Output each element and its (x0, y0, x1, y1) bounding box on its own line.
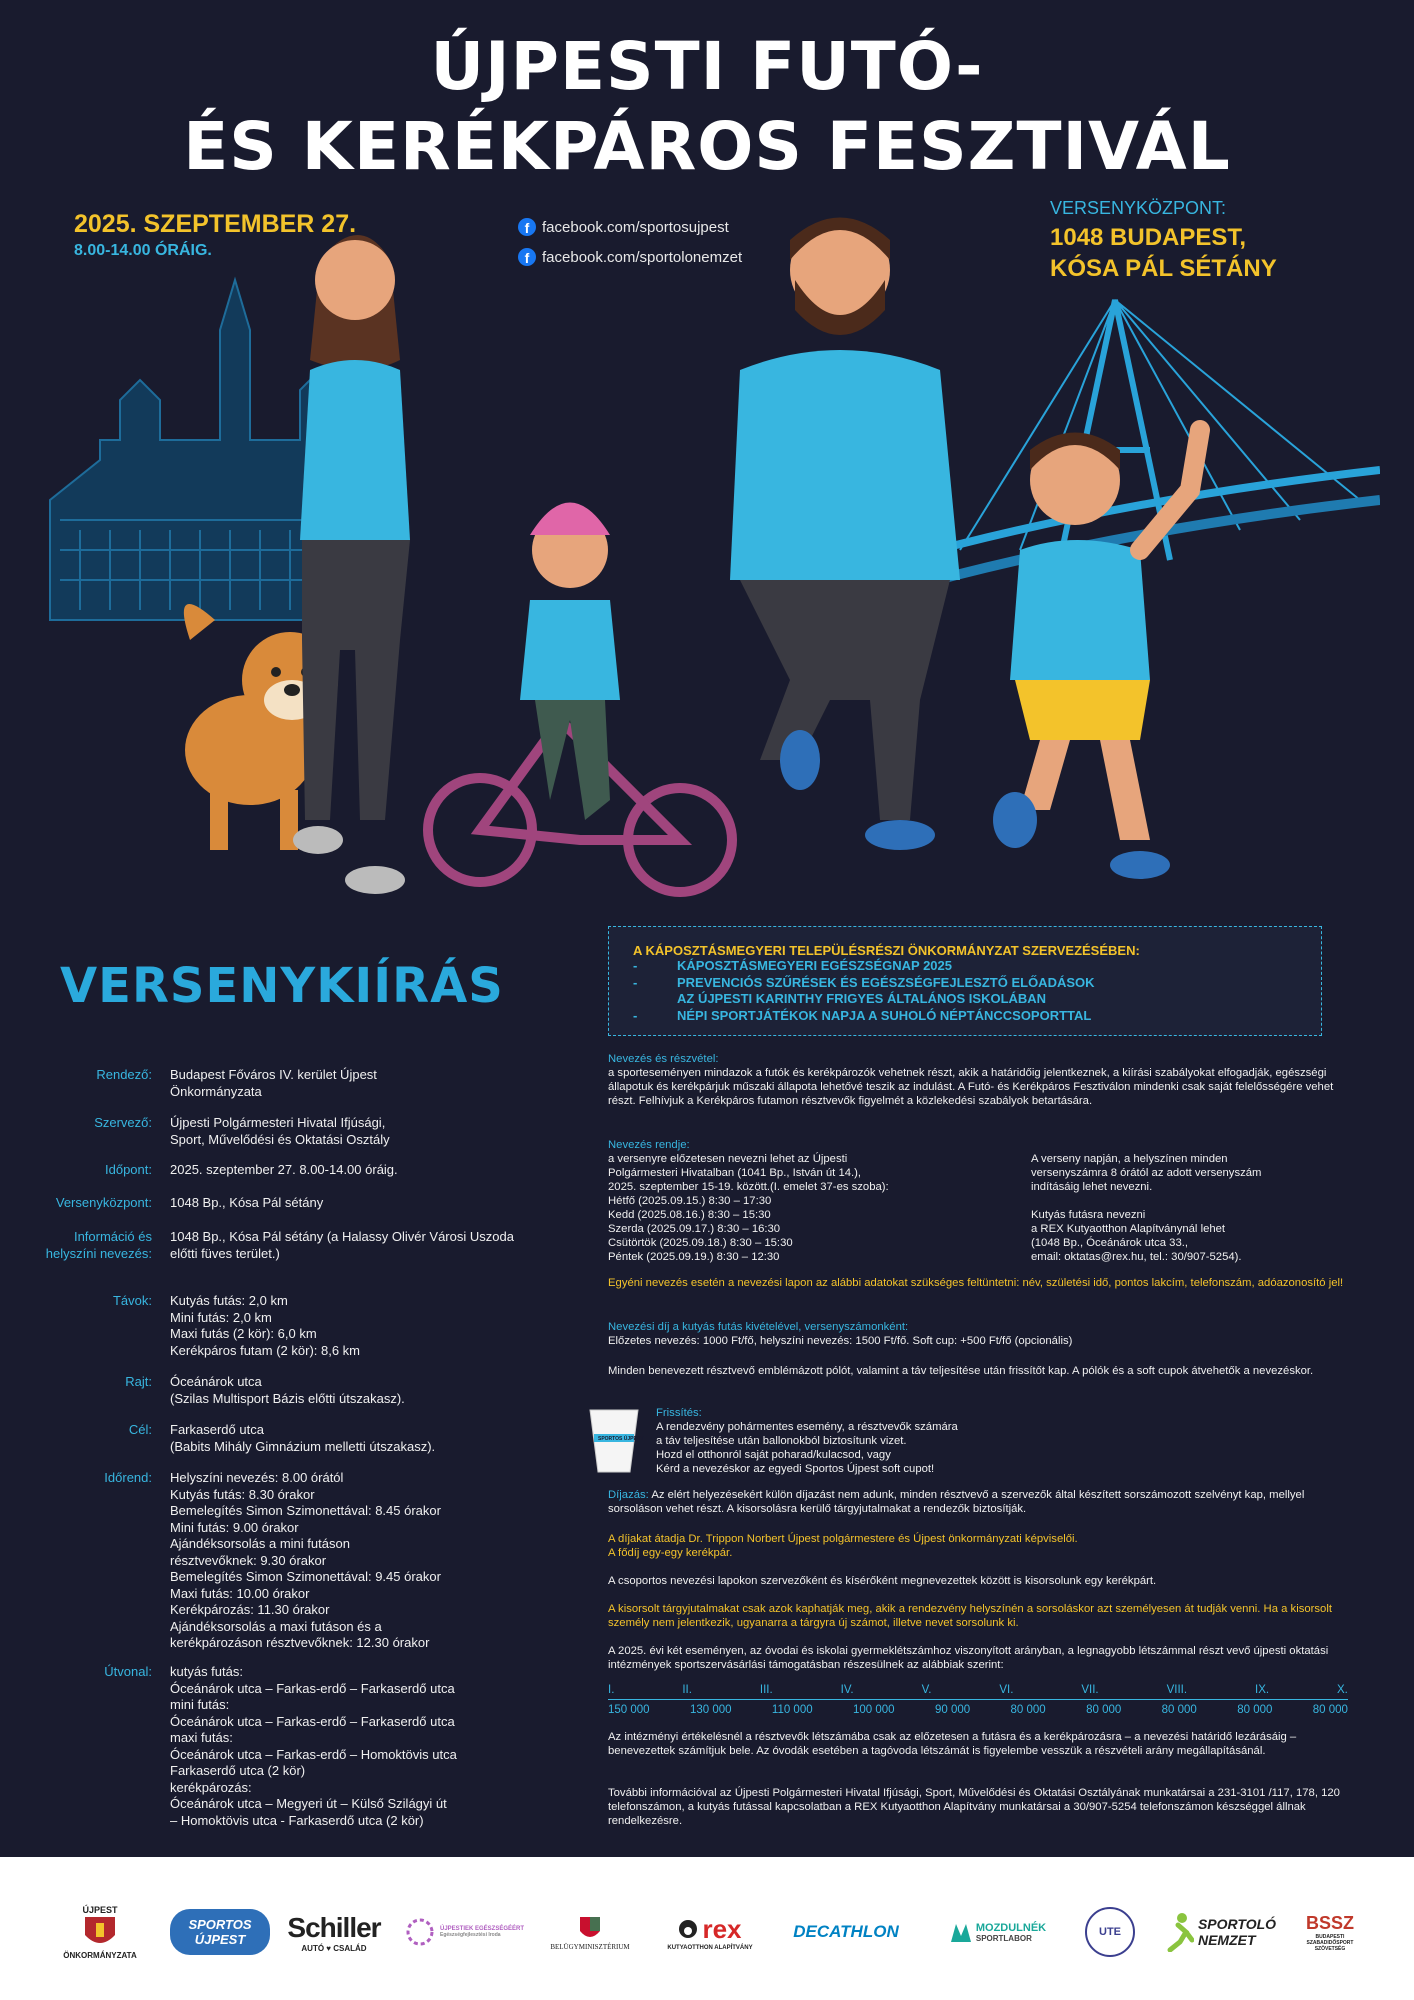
runner-icon (1164, 1912, 1194, 1952)
detail-label: Útvonal: (104, 1664, 152, 1679)
detail-cel (40, 1422, 570, 1455)
title-line-2: ÉS KERÉKPÁROS FESZTIVÁL (183, 108, 1231, 185)
nevezes-title: Nevezés és részvétel: (608, 1053, 719, 1065)
detail-versenykozpont (40, 1195, 570, 1212)
kaposztas-item-text: NÉPI SPORTJÁTÉKOK NAPJA A SUHOLÓ NÉPTÁNCCSOPORTTAL (677, 1007, 1092, 1023)
logo-rex-sub: KUTYAOTTHON ALAPÍTVÁNY (667, 1944, 753, 1951)
logo-schiller-main: Schiller (287, 1911, 381, 1943)
rend-right-1: A verseny napján, a helyszínen minden versenyszámra 8 órától az adott versenyszám indításáig lehet nevezni. (1031, 1153, 1262, 1193)
nevezes-section (608, 1052, 1358, 1108)
rend-title: Nevezés rendje: (608, 1139, 690, 1151)
sponsor-footer (0, 1857, 1414, 2000)
logo-sportolo-top: SPORTOLÓ (1197, 1916, 1277, 1932)
logo-ujpest-top: ÚJPEST (82, 1904, 118, 1915)
logo-ujpest-bottom: ÖNKORMÁNYZATA (63, 1950, 137, 1960)
logo-sportolo-bottom: NEMZET (1197, 1932, 1256, 1948)
frissites-section (656, 1406, 1056, 1476)
polo-text: Minden benevezett résztvevő emblémázott pólót, valamint a táv teljesítése után frissítőt kap. A pólók és a soft cupok átvehetők a nevezéskor. (608, 1365, 1314, 1377)
dij-section (608, 1320, 1358, 1348)
prize-values (608, 1704, 1348, 1716)
prize-rank: III. (759, 1684, 773, 1696)
logo-egeszseg-main: ÚJPESTIEK EGÉSZSÉGÉÉRT (439, 1926, 525, 1932)
frissites-text: A rendezvény pohármentes esemény, a résztvevők számára a táv teljesítése után ballonokból biztosítunk vizet. Hozd el otthonról saját poharad/kulacsod, vagy Kérd a nevezéskor az egyedi Sportos Újpest soft cupot! (656, 1421, 958, 1475)
prize-value: 80 000 (1161, 1704, 1197, 1716)
facebook-url: facebook.com/sportolonemzet (542, 248, 743, 266)
prize-value: 80 000 (1237, 1704, 1273, 1716)
title-line-1: ÚJPESTI FUTÓ- (430, 28, 984, 105)
kaposztas-item (633, 991, 1321, 1008)
kaposztas-item: - PREVENCIÓS SZŰRÉSEK ÉS EGÉSZSÉGFEJLESZTŐ ELŐADÁSOK (633, 974, 1095, 990)
prize-value: 90 000 (934, 1704, 971, 1716)
logo-decathlon-text: DECATHLON (793, 1922, 899, 1941)
prize-rank: X. (1337, 1684, 1348, 1696)
logo-mozdulnek-sub: SPORTLABOR (975, 1933, 1032, 1943)
logo-ute-text: UTE (1085, 1907, 1135, 1957)
detail-value: Újpesti Polgármesteri Hivatal Ifjúsági, Sport, Művelődési és Oktatási Osztály (170, 1115, 390, 1147)
detail-value: 2025. szeptember 27. 8.00-14.00 óráig. (170, 1162, 398, 1177)
logo-egeszseg-sub: Egészségfejlesztési Iroda (439, 1932, 501, 1938)
detail-tavok (40, 1293, 570, 1359)
dijazas-label: Díjazás: (608, 1489, 649, 1501)
logo-ute (1080, 1897, 1140, 1967)
detail-utvonal (40, 1664, 570, 1829)
event-date: 2025. SZEPTEMBER 27. (74, 210, 357, 238)
logo-rex-main: rex (702, 1913, 742, 1944)
kaposztas-box (608, 926, 1322, 1036)
detail-idopont (40, 1162, 570, 1179)
detail-label: Szervező: (94, 1115, 152, 1130)
logo-ujpest (60, 1897, 140, 1967)
atadja-text: A díjakat átadja Dr. Trippon Norbert Újpest polgármestere és Újpest önkormányzati képviselői. A fődíj egy-egy kerékpár. (608, 1533, 1078, 1559)
prize-rank: I. (608, 1684, 615, 1696)
logo-bssz (1290, 1897, 1370, 1967)
logo-bssz-sub: BUDAPESTI SZABADIDŐSPORT SZÖVETSÉG (1306, 1933, 1354, 1952)
detail-value: Kutyás futás: 2,0 km Mini futás: 2,0 km Maxi futás (2 kör): 6,0 km Kerékpáros futam (2 kör): 8,6 km (170, 1293, 361, 1358)
logo-decathlon (782, 1897, 910, 1967)
logo-sportos-text: SPORTOS ÚJPEST (170, 1909, 270, 1955)
detail-idorend (40, 1470, 570, 1652)
detail-value: Budapest Főváros IV. kerület Újpest Önkormányzata (170, 1067, 377, 1099)
detail-label: Távok: (112, 1293, 152, 1308)
prize-value: 110 000 (771, 1704, 813, 1716)
detail-label: Időrend: (104, 1470, 152, 1485)
venue-label: VERSENYKÖZPONT: (1050, 198, 1227, 218)
logo-schiller (284, 1897, 384, 1967)
paw-icon (678, 1919, 698, 1939)
nevezes-text: a sporteseményen mindazok a futók és kerékpározók vehetnek részt, akik a határidőig jelentkeznek, a kiírási szabályokat elfogadják, egészségi állapotuk és kerékpárjuk műszaki állapota lehetővé teszik az indulást. A Futó- és Kerékpáros Fesztiválon mindenki csak saját felelősségére vehet részt. Felhívjuk a Kerékpáros futamon résztvevők figyelmét a közlekedési szabályok betartására. (608, 1067, 1334, 1107)
prize-rank: II. (682, 1684, 692, 1696)
rend-right-2: Kutyás futásra nevezni a REX Kutyaotthon Alapítványnál lehet (1048 Bp., Óceánárok utca 33., email: oktatas@rex.hu, tel.: 30/907-5254). (1031, 1209, 1242, 1263)
csoportos-text: A csoportos nevezési lapokon szervezőként és kísérőként megnevezettek között is kisorsolunk egy kerékpárt. (608, 1575, 1157, 1587)
prize-rank: IV. (840, 1684, 854, 1696)
logo-mozdulnek-main: MOZDULNÉK (975, 1921, 1047, 1934)
soft-cup-label: SPORTOS ÚJPEST (598, 1436, 644, 1442)
hungarian-crest-icon (579, 1913, 601, 1943)
kisorsolt-text: A kisorsolt tárgyjutalmakat csak azok kaphatják meg, akik a rendezvény helyszínén a sorsoláskor azt személyesen át tudják venni. Ha a kisorsolt személy nem jelentkezik, ugyanarra a tárgyra új számot, illetve nevet sorsolunk ki. (608, 1603, 1332, 1629)
logo-mozdulnek (940, 1897, 1056, 1967)
frissites-title: Frissítés: (656, 1407, 702, 1419)
ovoda-text: A 2025. évi két eseményen, az óvodai és iskolai gyermeklétszámhoz viszonyított arányban, a legnagyobb létszámmal részt vevő újpesti oktatási intézmények sportszervásárlási támogatásban részesülnek az alábbiak szerint: (608, 1645, 1329, 1671)
dijazas-text: Az elért helyezésekért külön díjazást nem adunk, minden résztvevő a szervezők által készített sorszámozott szelvényt kap, mellyel sorsoláson vehet részt. A kisorsolásra kerülő tárgyjutalmakat a rendezők biztosítják. (608, 1489, 1305, 1515)
kaposztas-item-text: AZ ÚJPESTI KARINTHY FRIGYES ÁLTALÁNOS ISKOLÁBAN (677, 991, 1047, 1006)
event-hours: 8.00-14.00 ÓRÁIG. (74, 242, 212, 259)
detail-rendezo (40, 1067, 400, 1100)
kaposztas-header: A KÁPOSZTÁSMEGYERI TELEPÜLÉSRÉSZI ÖNKORMÁNYZAT SZERVEZÉSÉBEN: (633, 943, 1140, 958)
logo-schiller-sub: AUTÓ ♥ CSALÁD (301, 1943, 367, 1953)
kaposztas-item-text: KÁPOSZTÁSMEGYERI EGÉSZSÉGNAP 2025 (677, 958, 952, 973)
prize-rank: IX. (1255, 1684, 1270, 1696)
rend-section (608, 1138, 1358, 1152)
prize-rank: VIII. (1166, 1684, 1188, 1696)
detail-label: Rajt: (125, 1374, 152, 1389)
logo-bssz-main: BSSZ (1305, 1912, 1354, 1933)
prize-value: 130 000 (689, 1704, 732, 1716)
prize-value: 80 000 (1312, 1704, 1348, 1716)
logo-belugy (540, 1897, 640, 1967)
prize-value: 80 000 (1086, 1704, 1122, 1716)
prize-table (608, 1684, 1348, 1716)
section-heading: VERSENYKIÍRÁS (60, 958, 504, 1014)
facebook-icon: f (518, 218, 536, 236)
prize-ranks (608, 1684, 1348, 1696)
prize-rank: VI. (999, 1684, 1014, 1696)
tovabbi-text: További információval az Újpesti Polgármesteri Hivatal Ifjúsági, Sport, Művelődési és Oktatási Osztályának munkatársai a 231-3101 /117, 178, 120 telefonszámon, a kutyás futással kapcsolatban a REX Kutyaotthon Alapítvány munkatársai a 30/907-5254 telefonszámon készséggel állnak rendelkezésre. (608, 1787, 1340, 1827)
detail-value: 1048 Bp., Kósa Pál sétány (a Halassy Olivér Városi Uszoda előtti füves terület.) (170, 1229, 514, 1261)
girl-on-bike (428, 503, 732, 893)
dijazas-section (608, 1488, 1358, 1516)
venue-line-1: 1048 BUDAPEST, (1050, 224, 1247, 251)
detail-label: Versenyközpont: (55, 1195, 152, 1210)
venue-line-2: KÓSA PÁL SÉTÁNY (1050, 255, 1277, 282)
prize-value: 80 000 (1010, 1704, 1046, 1716)
intezmenyi-text: Az intézményi értékelésnél a résztvevők létszámába csak az előzetesen a futásra és a kerékpározásra – a nevezési határidő lezárásáig – benevezettek számítjuk bele. Az óvodák esetében a tagóvoda létszámát is figyelembe vesszük a részvételi arány megállapításánál. (608, 1731, 1297, 1757)
logo-belugy-text: BELÜGYMINISZTÉRIUM (550, 1943, 630, 1951)
kaposztas-item: - KÁPOSZTÁSMEGYERI EGÉSZSÉGNAP 2025 (633, 958, 952, 973)
logo-sportos-ujpest (170, 1897, 270, 1967)
health-icon (406, 1918, 434, 1946)
logo-sportolo-nemzet (1160, 1897, 1280, 1967)
detail-value: 1048 Bp., Kósa Pál sétány (170, 1195, 324, 1210)
detail-value: Helyszíni nevezés: 8.00 órától Kutyás futás: 8.30 órakor Bemelegítés Simon Szimonettával: 8.45 órakor Mini futás: 9.00 órakor Ajándéksorsolás a mini futáson résztvevőknek: 9.30 órakor Bemelegítés Simon Szimonettával: 9.45 órakor Maxi futás: 10.00 órakor Kerékpározás: 11.30 órakor Ajándéksorsolás a maxi futáson és a kerékpározáson résztvevőknek: 12.30 órakor (170, 1470, 441, 1650)
facebook-icon: f (518, 248, 536, 266)
egyeni-text: Egyéni nevezés esetén a nevezési lapon az alábbi adatokat szükséges feltüntetni: név, születési idő, pontos lakcím, telefonszám, adóazonosító jel! (608, 1277, 1344, 1289)
detail-info (40, 1229, 530, 1262)
prize-divider (608, 1699, 1348, 1700)
detail-label: Információ és helyszíni nevezés: (45, 1229, 152, 1261)
detail-rajt (40, 1374, 570, 1407)
detail-label: Rendező: (96, 1067, 152, 1082)
rend-left: a versenyre előzetesen nevezni lehet az Újpesti Polgármesteri Hivatalban (1041 Bp., István út 14.), 2025. szeptember 15-19. között.(I. emelet 37-es szoba): Hétfő (2025.09.15.) 8:30 – 17:30 Kedd (2025.08.16.) 8:30 – 15:30 Szerda (2025.09.17.) 8:30 – 16:30 Csütörtök (2025.09.18.) 8:30 – 15:30 Péntek (2025.09.19.) 8:30 – 12:30 (608, 1153, 889, 1263)
prize-value: 100 000 (853, 1704, 895, 1716)
prize-rank: V. (921, 1684, 932, 1696)
kaposztas-item: - NÉPI SPORTJÁTÉKOK NAPJA A SUHOLÓ NÉPTÁNCCSOPORTTAL (633, 1007, 1092, 1023)
detail-label: Időpont: (105, 1162, 152, 1177)
kaposztas-item-text: PREVENCIÓS SZŰRÉSEK ÉS EGÉSZSÉGFEJLESZTŐ ELŐADÁSOK (677, 974, 1095, 990)
woman-runner (293, 235, 410, 894)
family-illustration (40, 200, 1380, 910)
detail-value: kutyás futás: Óceánárok utca – Farkas-erdő – Farkaserdő utca mini futás: Óceánárok utca – Farkas-erdő – Farkaserdő utca maxi futás: Óceánárok utca – Farkas-erdő – Homoktövis utca Farkaserdő utca (2 kör) kerékpározás: Óceánárok utca – Megyeri út – Külső Szilágyi út – Homoktövis utca - Farkaserdő utca (2 kör) (170, 1664, 457, 1828)
detail-value: Óceánárok utca (Szilas Multisport Bázis előtti útszakasz). (170, 1374, 405, 1406)
detail-value: Farkaserdő utca (Babits Mihály Gimnázium melletti útszakasz). (170, 1422, 436, 1454)
facebook-url: facebook.com/sportosujpest (542, 218, 729, 236)
detail-label: Cél: (128, 1422, 152, 1437)
prize-value: 150 000 (608, 1704, 650, 1716)
dij-title: Nevezési díj a kutyás futás kivételével, versenyszámonként: (608, 1321, 909, 1333)
prize-rank: VII. (1081, 1684, 1099, 1696)
logo-egeszseg (405, 1897, 525, 1967)
man-runner (730, 218, 960, 851)
logo-rex (660, 1897, 760, 1967)
ujpest-crest-icon (83, 1915, 117, 1951)
dij-text: Előzetes nevezés: 1000 Ft/fő, helyszíni nevezés: 1500 Ft/fő. Soft cup: +500 Ft/fő (opcionális) (608, 1335, 1073, 1347)
mozdulnek-icon (950, 1921, 972, 1943)
detail-szervezo (40, 1115, 400, 1148)
